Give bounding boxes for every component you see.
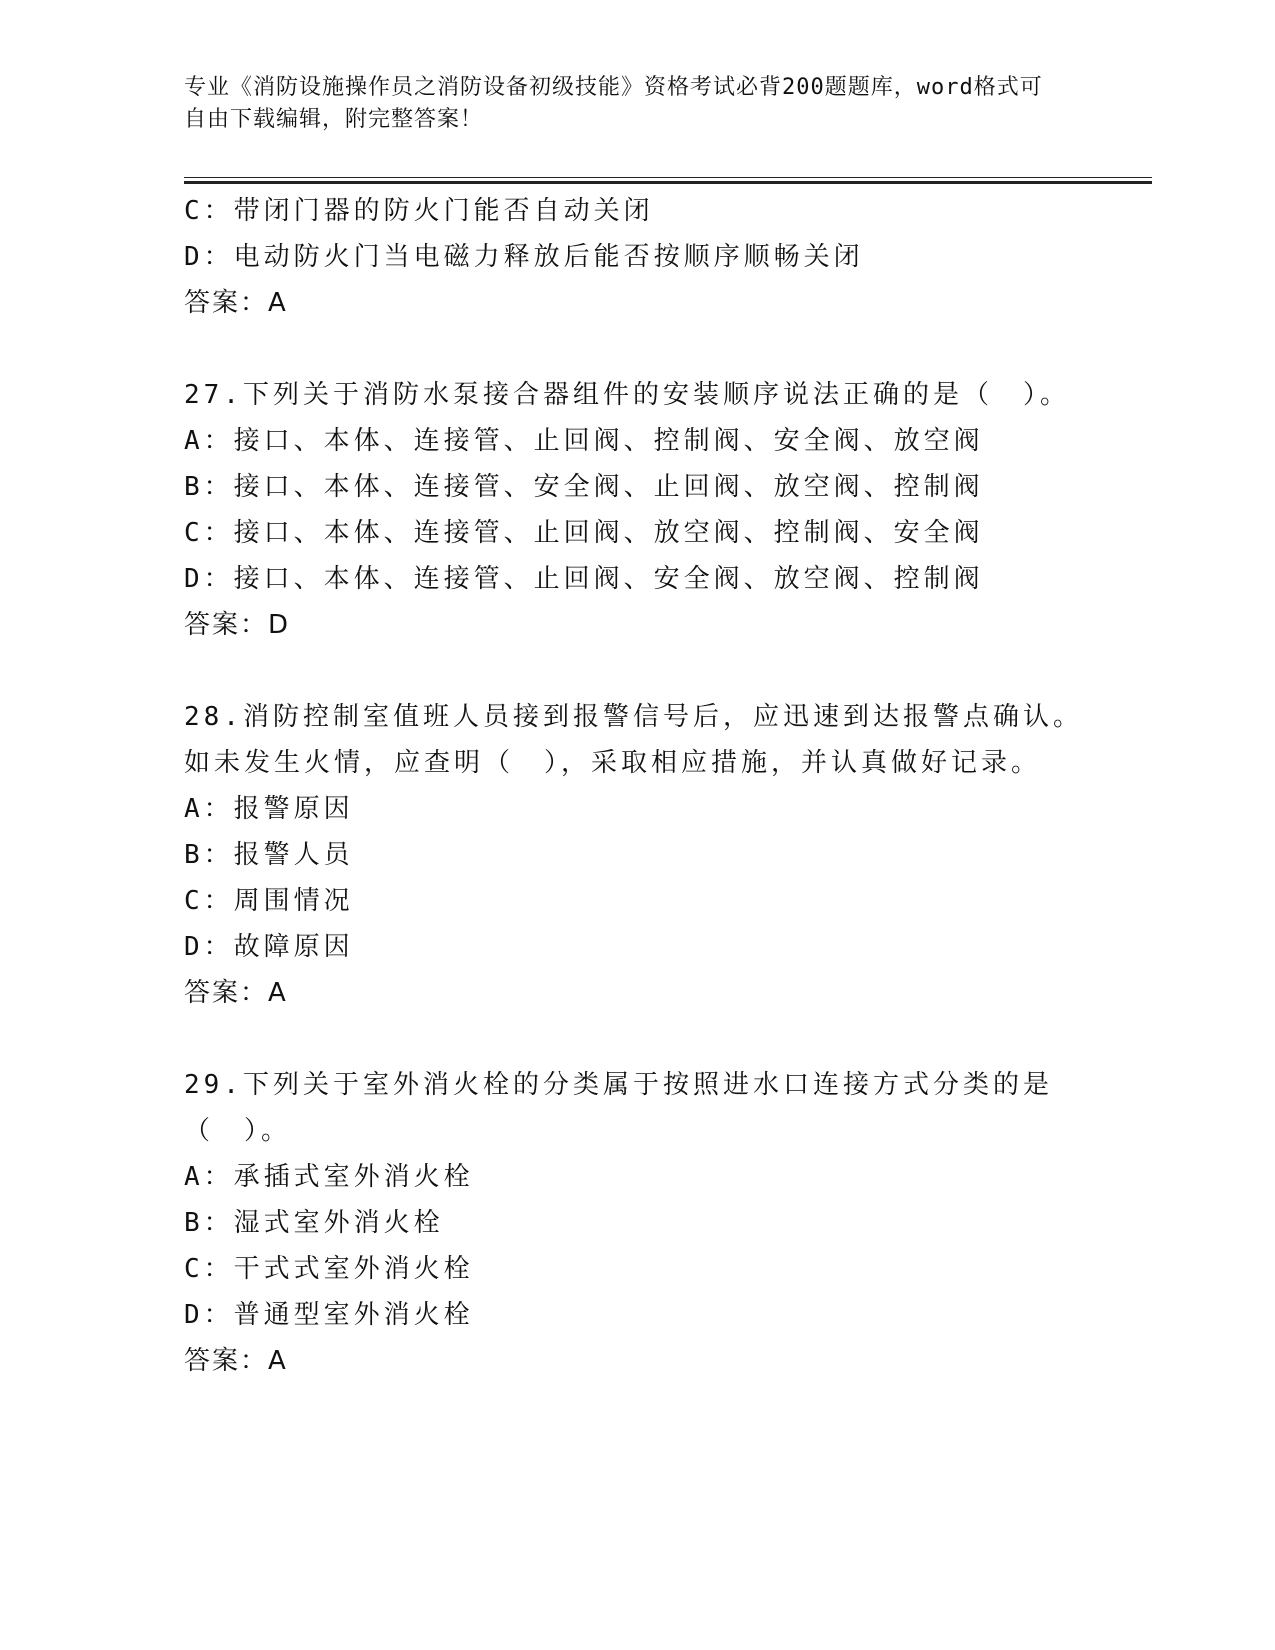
- option-b: B：湿式室外消火栓: [184, 1208, 444, 1238]
- spacer: [184, 326, 1084, 372]
- answer-line: 答案：A: [184, 978, 288, 1008]
- option-a: A：报警原因: [184, 794, 354, 824]
- answer-line: 答案：A: [184, 288, 288, 318]
- option-d: D：电动防火门当电磁力释放后能否按顺序顺畅关闭: [184, 242, 864, 272]
- option-d: D：普通型室外消火栓: [184, 1300, 474, 1330]
- question-stem: 27.下列关于消防水泵接合器组件的安装顺序说法正确的是（ ）。: [184, 380, 1070, 410]
- answer-line: 答案：A: [184, 1346, 288, 1376]
- question-content: [184, 188, 1084, 1384]
- option-d: D：接口、本体、连接管、止回阀、安全阀、放空阀、控制阀: [184, 564, 984, 594]
- option-c: C：接口、本体、连接管、止回阀、放空阀、控制阀、安全阀: [184, 518, 984, 548]
- header-rule-thick: [184, 181, 1152, 184]
- spacer: [184, 648, 1084, 694]
- header-rule-thin: [184, 177, 1152, 178]
- option-c: C：周围情况: [184, 886, 354, 916]
- option-c: C：干式式室外消火栓: [184, 1254, 474, 1284]
- option-b: B：报警人员: [184, 840, 354, 870]
- option-d: D：故障原因: [184, 932, 354, 962]
- option-c: C：带闭门器的防火门能否自动关闭: [184, 196, 654, 226]
- document-header: 专业《消防设施操作员之消防设备初级技能》资格考试必背200题题库，word格式可自由下载编辑，附完整答案！: [184, 75, 1043, 132]
- option-a: A：接口、本体、连接管、止回阀、控制阀、安全阀、放空阀: [184, 426, 984, 456]
- question-27: [184, 372, 1084, 648]
- option-a: A：承插式室外消火栓: [184, 1162, 474, 1192]
- question-stem: 28.消防控制室值班人员接到报警信号后，应迅速到达报警点确认。如未发生火情，应查明（ ），采取相应措施，并认真做好记录。: [184, 702, 1083, 778]
- answer-line: 答案：D: [184, 610, 291, 640]
- previous-question-tail: [184, 188, 1084, 326]
- question-stem: 29.下列关于室外消火栓的分类属于按照进水口连接方式分类的是（ ）。: [184, 1070, 1053, 1146]
- spacer: [184, 1016, 1084, 1062]
- option-b: B：接口、本体、连接管、安全阀、止回阀、放空阀、控制阀: [184, 472, 984, 502]
- question-29: [184, 1062, 1084, 1384]
- question-28: [184, 694, 1084, 1016]
